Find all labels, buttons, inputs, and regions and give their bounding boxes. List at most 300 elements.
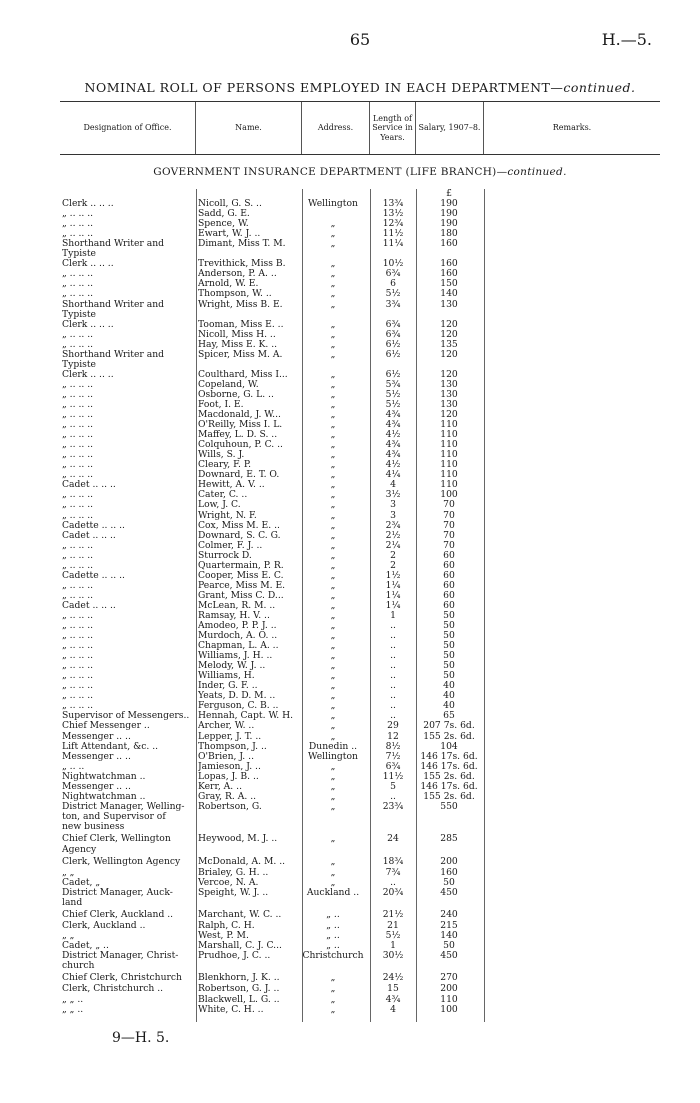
salary-cell: 190 <box>440 219 458 230</box>
length-cell: 4¾ <box>385 994 401 1005</box>
designation-cell: Agency <box>62 845 97 855</box>
length-cell: 5¾ <box>385 379 401 390</box>
name-cell: Dimant, Miss T. M. <box>198 239 286 250</box>
salary-cell: 70 <box>443 540 455 551</box>
salary-cell: 50 <box>443 631 455 642</box>
designation-cell: „ .. .. .. <box>62 661 94 672</box>
table-row <box>60 259 660 269</box>
table-row <box>60 742 660 752</box>
address-cell: „ <box>330 791 336 802</box>
salary-cell: 110 <box>440 460 458 471</box>
salary-cell: 110 <box>440 480 458 491</box>
address-cell: „ <box>330 500 336 511</box>
name-cell: Inder, G. F. .. <box>198 681 258 692</box>
length-cell: 2¼ <box>385 540 401 551</box>
name-cell: Prudhoe, J. C. .. <box>198 951 271 962</box>
name-cell: Yeats, D. D. M. .. <box>198 691 276 702</box>
address-cell: „ <box>330 450 336 461</box>
designation-cell: Typiste <box>62 249 96 260</box>
designation-cell: District Manager, Christ- <box>62 951 179 962</box>
salary-cell: 40 <box>443 691 455 702</box>
designation-cell: „ .. .. .. <box>62 510 94 521</box>
table-row <box>60 500 660 510</box>
length-cell: .. <box>390 791 396 802</box>
length-cell: 6 <box>390 279 396 290</box>
salary-cell: 160 <box>440 239 458 250</box>
length-cell: 3 <box>390 510 396 521</box>
salary-cell: 120 <box>440 410 458 421</box>
table-row <box>60 209 660 219</box>
table-row <box>60 845 660 855</box>
name-cell: Lopas, J. B. .. <box>198 771 259 782</box>
designation-cell: „ .. .. .. <box>62 631 94 642</box>
table-row <box>60 802 660 812</box>
length-cell: .. <box>390 711 396 722</box>
table-row <box>60 219 660 229</box>
roll-table-body <box>60 189 660 1015</box>
length-cell: 24½ <box>382 972 404 984</box>
address-cell: „ <box>330 1004 336 1015</box>
designation-cell: „ .. .. .. <box>62 651 94 662</box>
address-cell: „ <box>330 590 336 601</box>
salary-cell: 100 <box>440 1004 458 1015</box>
salary-cell: 285 <box>440 833 458 844</box>
designation-cell: „ .. .. .. <box>62 289 94 300</box>
address-cell: „ .. <box>326 941 340 952</box>
length-cell: 3½ <box>385 490 401 501</box>
salary-cell: 130 <box>440 399 458 410</box>
designation-cell: Nightwatchman .. <box>62 771 146 782</box>
salary-cell: 40 <box>443 681 455 692</box>
address-cell: „ <box>330 641 336 652</box>
table-row <box>60 641 660 651</box>
salary-cell: 155 2s. 6d. <box>423 731 475 742</box>
salary-cell: 450 <box>440 951 458 962</box>
table-header <box>60 101 660 155</box>
designation-cell: „ .. .. .. <box>62 701 94 712</box>
designation-cell: Cadette .. .. .. <box>62 570 125 581</box>
length-cell: 2 <box>390 560 396 571</box>
page-title-continued: continued. <box>563 80 636 95</box>
salary-cell: 60 <box>443 560 455 571</box>
table-row <box>60 561 660 571</box>
designation-cell: „ .. .. .. <box>62 329 94 340</box>
header-name: Name. <box>196 102 302 154</box>
address-cell: „ <box>330 530 336 541</box>
length-cell: 4¾ <box>385 450 401 461</box>
name-cell: Thompson, J. .. <box>198 741 267 752</box>
salary-cell: 50 <box>443 610 455 621</box>
name-cell: Osborne, G. L. .. <box>198 389 274 400</box>
table-row <box>60 289 660 299</box>
designation-cell: Clerk, Wellington Agency <box>62 856 181 868</box>
address-cell: „ <box>330 801 336 812</box>
length-cell: .. <box>390 691 396 702</box>
address-cell: „ .. <box>326 931 340 942</box>
table-row <box>60 772 660 782</box>
designation-cell: „ .. .. .. <box>62 540 94 551</box>
address-cell: „ <box>330 731 336 742</box>
name-cell: Macdonald, J. W... <box>198 410 281 421</box>
name-cell: Gray, R. A. .. <box>198 791 257 802</box>
salary-cell: 50 <box>443 671 455 682</box>
address-cell: „ <box>330 510 336 521</box>
designation-cell: land <box>62 898 83 909</box>
address-cell: Dunedin .. <box>308 741 358 752</box>
salary-cell: 60 <box>443 550 455 561</box>
table-row <box>60 898 660 908</box>
length-cell: 4½ <box>385 430 401 441</box>
salary-cell: 160 <box>440 868 458 879</box>
salary-cell: 190 <box>440 209 458 220</box>
salary-cell: 140 <box>440 931 458 942</box>
table-row <box>60 400 660 410</box>
designation-cell: Clerk .. .. .. <box>62 259 114 270</box>
name-cell: Pearce, Miss M. E. <box>198 580 286 591</box>
address-cell: „ <box>330 440 336 451</box>
salary-cell: 60 <box>443 600 455 611</box>
address-cell: „ <box>330 299 336 310</box>
address-cell: „ <box>330 610 336 621</box>
length-cell: 21 <box>387 921 399 932</box>
address-cell: „ <box>330 430 336 441</box>
designation-cell: Typiste <box>62 359 96 370</box>
salary-cell: 180 <box>440 229 458 240</box>
table-row <box>60 1005 660 1015</box>
table-row <box>60 450 660 460</box>
salary-cell: 70 <box>443 510 455 521</box>
address-cell: „ <box>330 420 336 431</box>
address-cell: „ <box>330 600 336 611</box>
salary-cell: 207 7s. 6d. <box>423 721 475 732</box>
address-cell: „ <box>330 560 336 571</box>
name-cell: Grant, Miss C. D... <box>198 590 284 601</box>
name-cell: Maffey, L. D. S. .. <box>198 430 278 441</box>
address-cell: „ <box>330 651 336 662</box>
name-cell: Archer, W. .. <box>198 721 255 732</box>
page-title <box>60 80 660 95</box>
address-cell: „ <box>330 994 336 1005</box>
table-row <box>60 931 660 941</box>
salary-cell: 200 <box>440 984 458 995</box>
designation-cell: „ .. .. .. <box>62 621 94 632</box>
address-cell: „ <box>330 540 336 551</box>
designation-cell: „ .. .. .. <box>62 279 94 290</box>
name-cell: Speight, W. J. .. <box>198 888 269 899</box>
salary-cell: 200 <box>440 856 458 868</box>
currency-symbol: £ <box>446 189 452 199</box>
length-cell: 4 <box>390 480 396 491</box>
name-cell: Wright, N. F. <box>198 510 257 521</box>
table-row <box>60 300 660 310</box>
length-cell: 5½ <box>385 399 401 410</box>
length-cell: 2 <box>390 550 396 561</box>
table-row <box>60 671 660 681</box>
table-row <box>60 951 660 961</box>
table-row <box>60 440 660 450</box>
address-cell: „ <box>330 369 336 380</box>
salary-cell: 110 <box>440 994 458 1005</box>
name-cell: Ralph, C. H. <box>198 921 255 932</box>
designation-cell: Cadet .. .. .. <box>62 530 116 541</box>
length-cell: .. <box>390 621 396 632</box>
length-cell: 1¼ <box>385 590 401 601</box>
length-cell: 11½ <box>382 229 404 240</box>
table-row <box>60 651 660 661</box>
salary-cell: 104 <box>440 741 458 752</box>
table-row <box>60 868 660 878</box>
designation-cell: Cadet .. .. .. <box>62 600 116 611</box>
address-cell: „ <box>330 868 336 879</box>
section-title-main: GOVERNMENT INSURANCE DEPARTMENT (LIFE BRANCH)— <box>153 166 508 178</box>
length-cell: 3¾ <box>385 299 401 310</box>
address-cell: „ <box>330 480 336 491</box>
address-cell: „ <box>330 399 336 410</box>
table-row <box>60 310 660 320</box>
length-cell: 3 <box>390 500 396 511</box>
salary-cell: 70 <box>443 500 455 511</box>
address-cell: Wellington <box>308 199 358 210</box>
address-cell: „ <box>330 410 336 421</box>
name-cell: Spicer, Miss M. A. <box>198 349 283 360</box>
length-cell: 1 <box>390 610 396 621</box>
table-row <box>60 460 660 470</box>
length-cell: .. <box>390 681 396 692</box>
length-cell: 18¾ <box>382 856 404 868</box>
address-cell: „ <box>330 470 336 481</box>
designation-cell: „ .. .. .. <box>62 379 94 390</box>
table-row <box>60 269 660 279</box>
designation-cell: „ .. .. .. <box>62 671 94 682</box>
table-row <box>60 279 660 289</box>
length-cell: 29 <box>387 721 399 732</box>
salary-cell: 110 <box>440 420 458 431</box>
name-cell: Thompson, W. .. <box>198 289 272 300</box>
designation-cell: „ .. .. .. <box>62 389 94 400</box>
name-cell: Jamieson, J. .. <box>198 761 261 772</box>
table-row <box>60 908 660 921</box>
designation-cell: „ .. .. .. <box>62 681 94 692</box>
salary-cell: 120 <box>440 329 458 340</box>
salary-cell: 50 <box>443 941 455 952</box>
name-cell: Vercoe, N. A. <box>198 878 259 889</box>
designation-cell: Shorthand Writer and <box>62 239 165 250</box>
table-row <box>60 470 660 480</box>
length-cell: .. <box>390 661 396 672</box>
table-row <box>60 812 660 822</box>
salary-cell: 160 <box>440 259 458 270</box>
designation-cell: „ .. .. .. <box>62 420 94 431</box>
table-row <box>60 551 660 561</box>
salary-cell: 130 <box>440 389 458 400</box>
name-cell: Anderson, P. A. .. <box>198 269 277 280</box>
salary-cell: 120 <box>440 349 458 360</box>
header-designation: Designation of Office. <box>60 102 196 154</box>
name-cell: Lepper, J. T. .. <box>198 731 262 742</box>
table-row <box>60 878 660 888</box>
length-cell: 4¼ <box>385 470 401 481</box>
name-cell: Coulthard, Miss I... <box>198 369 288 380</box>
address-cell: Auckland .. <box>306 888 360 899</box>
length-cell: 12 <box>387 731 399 742</box>
table-row <box>60 621 660 631</box>
salary-cell: 146 17s. 6d. <box>420 761 478 772</box>
designation-cell: „ .. .. .. <box>62 410 94 421</box>
length-cell: 5½ <box>385 289 401 300</box>
name-cell: Marshall, C. J. C... <box>198 941 282 952</box>
address-cell: „ <box>330 570 336 581</box>
address-cell: „ <box>330 972 336 984</box>
name-cell: Wright, Miss B. E. <box>198 299 283 310</box>
address-cell: „ <box>330 833 336 844</box>
name-cell: Spence, W. <box>198 219 249 230</box>
length-cell: 12¾ <box>382 219 404 230</box>
table-row <box>60 571 660 581</box>
header-salary: Salary, 1907–8. <box>416 102 484 154</box>
length-cell: 6½ <box>385 339 401 350</box>
table-row <box>60 420 660 430</box>
address-cell: „ <box>330 229 336 240</box>
name-cell: Marchant, W. C. .. <box>198 909 282 921</box>
name-cell: Brialey, G. H. .. <box>198 868 269 879</box>
table-row <box>60 995 660 1005</box>
length-cell: 4¾ <box>385 410 401 421</box>
length-cell: 7¾ <box>385 868 401 879</box>
name-cell: Ramsay, H. V. .. <box>198 610 270 621</box>
table-row <box>60 611 660 621</box>
table-row <box>60 380 660 390</box>
address-cell: „ <box>330 389 336 400</box>
address-cell: „ <box>330 856 336 868</box>
designation-cell: Cadet, „ .. <box>62 941 109 952</box>
designation-cell: Supervisor of Messengers.. <box>62 711 190 722</box>
salary-cell: 50 <box>443 878 455 889</box>
designation-cell: District Manager, Welling- <box>62 801 185 812</box>
designation-cell: Clerk .. .. .. <box>62 319 114 330</box>
salary-cell: 70 <box>443 520 455 531</box>
table-row <box>60 661 660 671</box>
name-cell: Foot, I. E. <box>198 399 244 410</box>
designation-cell: Messenger .. .. <box>62 751 131 762</box>
address-cell: „ .. <box>326 909 340 921</box>
designation-cell: „ „ <box>62 868 75 879</box>
table-row <box>60 681 660 691</box>
designation-cell: „ .. .. .. <box>62 450 94 461</box>
length-cell: 6¾ <box>385 319 401 330</box>
address-cell: „ <box>330 379 336 390</box>
address-cell: Christchurch <box>302 951 364 962</box>
table-row <box>60 701 660 711</box>
designation-cell: Chief Clerk, Auckland .. <box>62 909 174 921</box>
page-footer: 9—H. 5. <box>112 1030 170 1046</box>
salary-cell: 550 <box>440 801 458 812</box>
designation-cell: Chief Messenger .. <box>62 721 150 732</box>
salary-cell: 150 <box>440 279 458 290</box>
table-row <box>60 480 660 490</box>
currency-row <box>60 189 660 199</box>
address-cell: „ <box>330 781 336 792</box>
address-cell: „ <box>330 319 336 330</box>
length-cell: 1¼ <box>385 600 401 611</box>
header-length: Length of Service in Years. <box>370 102 416 154</box>
table-row <box>60 721 660 731</box>
name-cell: McDonald, A. M. .. <box>198 856 286 868</box>
length-cell: 30½ <box>382 951 404 962</box>
table-row <box>60 330 660 340</box>
designation-cell: „ .. .. .. <box>62 560 94 571</box>
salary-cell: 70 <box>443 530 455 541</box>
table-row <box>60 601 660 611</box>
length-cell: 10½ <box>382 259 404 270</box>
designation-cell: Cadette .. .. .. <box>62 520 125 531</box>
page-number: 65 <box>349 30 371 49</box>
header-address: Address. <box>302 102 370 154</box>
name-cell: Robertson, G. <box>198 801 262 812</box>
address-cell: „ <box>330 269 336 280</box>
address-cell: „ <box>330 631 336 642</box>
name-cell: Amodeo, P. P. J. .. <box>198 621 277 632</box>
name-cell: Melody, W. J. .. <box>198 661 266 672</box>
address-cell: „ <box>330 289 336 300</box>
address-cell: Wellington <box>308 751 358 762</box>
address-cell: „ <box>330 580 336 591</box>
designation-cell: „ .. .. .. <box>62 209 94 220</box>
address-cell: „ <box>330 661 336 672</box>
designation-cell: Typiste <box>62 309 96 320</box>
name-cell: Tooman, Miss E. .. <box>198 319 284 330</box>
length-cell: 6¾ <box>385 761 401 772</box>
length-cell: .. <box>390 651 396 662</box>
name-cell: Blackwell, L. G. .. <box>198 994 280 1005</box>
designation-cell: „ .. .. .. <box>62 269 94 280</box>
designation-cell: church <box>62 961 95 972</box>
table-row <box>60 971 660 984</box>
table-row <box>60 888 660 898</box>
table-row <box>60 199 660 209</box>
designation-cell: Messenger .. .. <box>62 731 131 742</box>
name-cell: Colquhoun, P. C. .. <box>198 440 283 451</box>
length-cell: 6¾ <box>385 329 401 340</box>
address-cell: „ <box>330 349 336 360</box>
length-cell: 4½ <box>385 460 401 471</box>
name-cell: Arnold, W. E. <box>198 279 259 290</box>
designation-cell: Cadet .. .. .. <box>62 480 116 491</box>
address-cell: „ <box>330 711 336 722</box>
address-cell: „ <box>330 239 336 250</box>
designation-cell: „ .. .. <box>62 761 85 772</box>
name-cell: Ferguson, C. B. .. <box>198 701 279 712</box>
designation-cell: „ .. .. .. <box>62 610 94 621</box>
length-cell: 4 <box>390 1004 396 1015</box>
name-cell: Williams, H. <box>198 671 255 682</box>
name-cell: Hewitt, A. V. .. <box>198 480 265 491</box>
table-row <box>60 340 660 350</box>
address-cell: „ <box>330 219 336 230</box>
name-cell: Sadd, G. E. <box>198 209 250 220</box>
name-cell: Ewart, W. J. .. <box>198 229 261 240</box>
length-cell: 20¾ <box>382 888 404 899</box>
address-cell: „ .. <box>326 921 340 932</box>
address-cell: „ <box>330 329 336 340</box>
address-cell: „ <box>330 259 336 270</box>
salary-cell: 240 <box>440 909 458 921</box>
length-cell: .. <box>390 631 396 642</box>
name-cell: Cater, C. .. <box>198 490 248 501</box>
address-cell: „ <box>330 550 336 561</box>
salary-cell: 130 <box>440 299 458 310</box>
name-cell: Williams, J. H. .. <box>198 651 273 662</box>
name-cell: Nicoll, G. S. .. <box>198 199 262 210</box>
